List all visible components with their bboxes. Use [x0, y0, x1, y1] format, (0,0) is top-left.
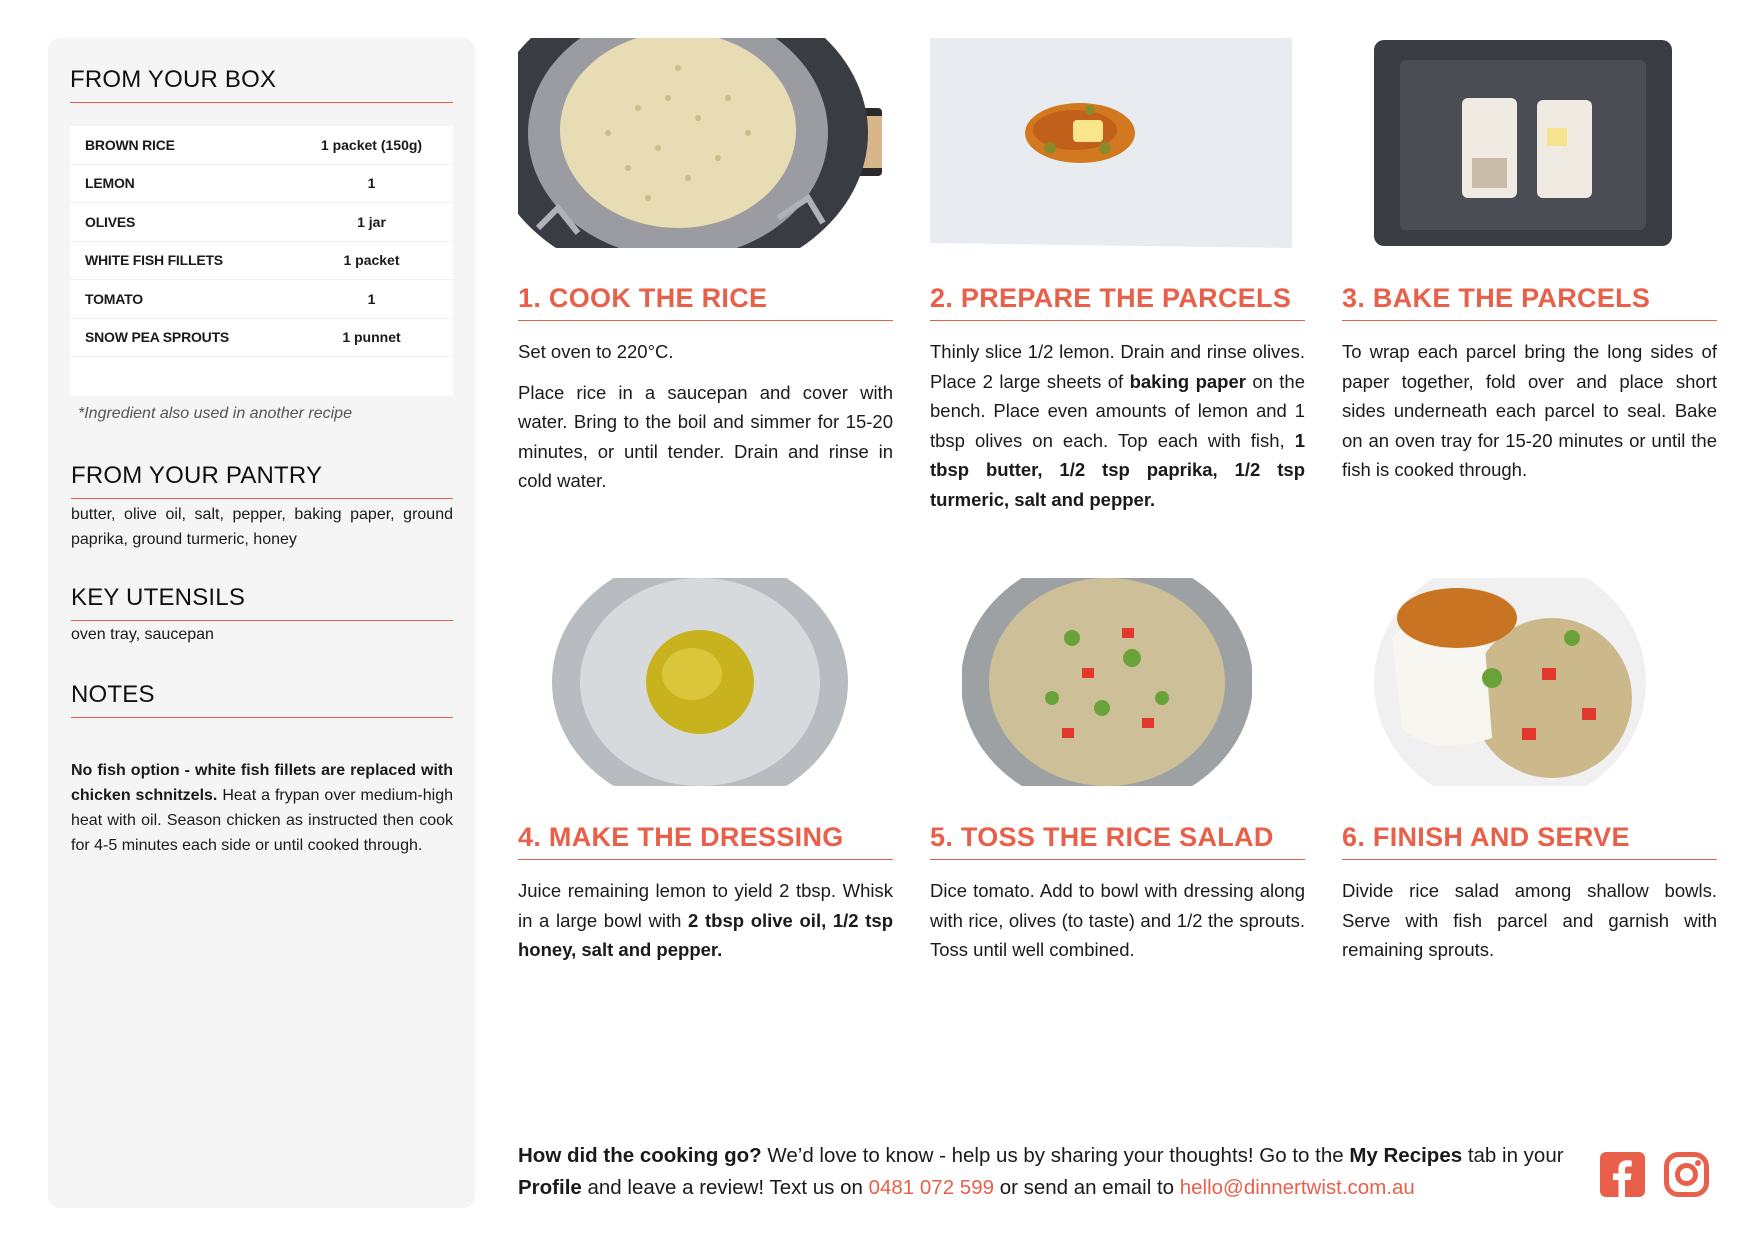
- step-text: Dice tomato. Add to bowl with dressing along with rice, olives (to taste) and 1/2 the sprouts. Toss until well combined.: [930, 880, 1305, 960]
- instagram-icon[interactable]: [1664, 1152, 1709, 1197]
- tray-parcels-photo: [1372, 38, 1674, 248]
- step-text-part: Juice remaining lemon to yield 2 tbsp. Whisk in a large bowl with: [518, 880, 893, 931]
- ingredient-qty: 1 jar: [357, 213, 386, 230]
- ingredient-name: OLIVES: [85, 213, 136, 230]
- notes-heading: NOTES: [71, 681, 453, 718]
- step-text: [930, 337, 1305, 514]
- step-body: [518, 876, 893, 965]
- ingredient-row: [70, 203, 453, 242]
- step-body: [930, 876, 1305, 965]
- from-your-box-heading: FROM YOUR BOX: [70, 66, 453, 103]
- rice-salad-photo: [962, 578, 1252, 786]
- notes-bold: No fish option - white fish fillets are replaced with chicken schnitzels.: [71, 762, 453, 804]
- ingredient-name: LEMON: [85, 175, 135, 192]
- step-body: [1342, 337, 1717, 485]
- ingredients-sidebar: [48, 38, 475, 1208]
- step-2: [930, 283, 1305, 525]
- step-text: [518, 876, 893, 965]
- step-title: 1. COOK THE RICE: [518, 283, 893, 321]
- step-title: 5. TOSS THE RICE SALAD: [930, 822, 1305, 860]
- phone-link[interactable]: 0481 072 599: [868, 1176, 994, 1199]
- ingredient-row: [70, 319, 453, 358]
- pantry-list: butter, olive oil, salt, pepper, baking paper, ground paprika, ground turmeric, honey: [71, 506, 453, 548]
- footer-text: tab in your: [1462, 1144, 1564, 1167]
- ingredient-row: [70, 280, 453, 319]
- ingredient-row: [70, 242, 453, 281]
- step-4: [518, 822, 893, 976]
- rice-sieve-photo: [518, 38, 882, 248]
- step-3: [1342, 283, 1717, 496]
- my-recipes-label: My Recipes: [1349, 1144, 1463, 1167]
- ingredient-row: [70, 165, 453, 204]
- step-6: [1342, 822, 1717, 976]
- ingredient-name: BROWN RICE: [85, 136, 175, 153]
- ingredient-row: [70, 126, 453, 165]
- facebook-icon[interactable]: [1600, 1152, 1645, 1197]
- finished-plate-photo: [1372, 578, 1648, 786]
- step-body: [518, 337, 893, 496]
- ingredient-note: *Ingredient also used in another recipe: [78, 405, 352, 422]
- footer-text: and leave a review! Text us on: [581, 1176, 869, 1199]
- step-5: [930, 822, 1305, 976]
- step-text-bold: baking paper: [1129, 370, 1246, 392]
- dressing-bowl-photo: [552, 578, 848, 786]
- ingredient-qty: 1 packet (150g): [320, 136, 423, 153]
- utensils-list: oven tray, saucepan: [71, 626, 214, 643]
- step-text-part: Thinly slice 1/2 lemon. Drain and rinse olives. Place 2 large sheets of: [930, 341, 1305, 392]
- feedback-footer: [518, 1140, 1578, 1204]
- ingredients-table: [70, 126, 453, 396]
- footer-text: or send an email to: [994, 1176, 1180, 1199]
- ingredient-name: TOMATO: [85, 290, 143, 307]
- step-1: [518, 283, 893, 507]
- ingredient-name: SNOW PEA SPROUTS: [85, 329, 230, 346]
- step-title: 4. MAKE THE DRESSING: [518, 822, 893, 860]
- parcel-prep-photo: [930, 38, 1292, 248]
- ingredient-qty: 1 packet: [343, 252, 400, 269]
- step-title: 3. BAKE THE PARCELS: [1342, 283, 1717, 321]
- ingredient-qty: 1 punnet: [342, 329, 401, 346]
- step-text: Set oven to 220°C.: [518, 341, 674, 362]
- from-your-pantry-heading: FROM YOUR PANTRY: [71, 462, 453, 499]
- key-utensils-heading: KEY UTENSILS: [71, 584, 453, 621]
- step-body: [930, 337, 1305, 514]
- step-text-bold: 1 tbsp butter, 1/2 tsp paprika, 1/2 tsp turmeric, salt and pepper.: [930, 429, 1305, 510]
- step-text: Place rice in a saucepan and cover with water. Bring to the boil and simmer for 15-20 minutes, or until tender. Drain and rinse in cold water.: [518, 381, 893, 491]
- ingredient-qty: 1: [367, 175, 376, 192]
- profile-label: Profile: [518, 1176, 582, 1199]
- step-text-bold: 2 tbsp olive oil, 1/2 tsp honey, salt and pepper.: [518, 909, 893, 960]
- step-text-part: on the bench. Place even amounts of lemon and 1 tbsp olives on each. Top each with fish,: [930, 370, 1306, 451]
- ingredient-name: WHITE FISH FILLETS: [85, 252, 223, 269]
- step-text: Divide rice salad among shallow bowls. Serve with fish parcel and garnish with remaining sprouts.: [1342, 880, 1717, 960]
- ingredient-qty: 1: [367, 290, 376, 307]
- notes-text: [71, 758, 453, 858]
- notes-body: Heat a frypan over medium-high heat with oil. Season chicken as instructed then cook for 4-5 minutes each side or until cooked through.: [71, 787, 454, 854]
- footer-question: How did the cooking go?: [518, 1144, 762, 1167]
- email-link[interactable]: hello@dinnertwist.com.au: [1179, 1176, 1415, 1199]
- step-body: [1342, 876, 1717, 965]
- step-text: To wrap each parcel bring the long sides of paper together, fold over and place short sides underneath each parcel to seal. Bake on an oven tray for 15-20 minutes or until the fish is cooked through.: [1342, 341, 1717, 480]
- step-title: 6. FINISH AND SERVE: [1342, 822, 1717, 860]
- ingredient-row-empty: [70, 357, 453, 396]
- footer-text: We’d love to know - help us by sharing your thoughts! Go to the: [761, 1144, 1350, 1167]
- step-title: 2. PREPARE THE PARCELS: [930, 283, 1305, 321]
